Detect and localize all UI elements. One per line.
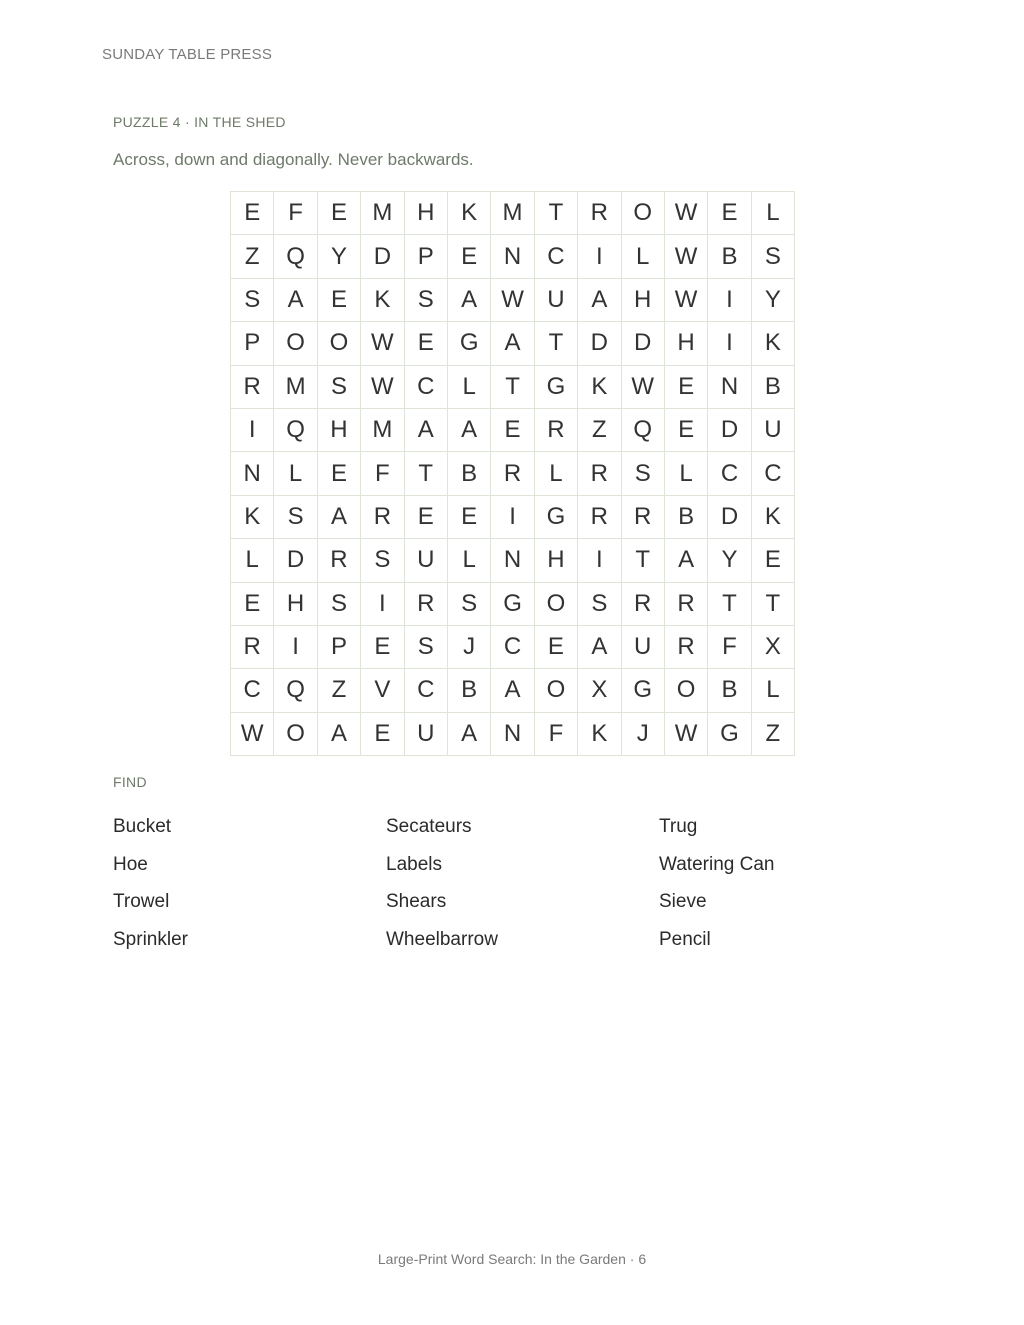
grid-cell[interactable]: Z [578, 409, 621, 452]
grid-cell[interactable]: Y [752, 279, 795, 322]
grid-cell[interactable]: A [405, 409, 448, 452]
grid-cell[interactable]: T [405, 452, 448, 495]
grid-cell[interactable]: A [448, 713, 491, 756]
grid-cell[interactable]: B [665, 496, 708, 539]
grid-row [231, 496, 795, 539]
grid-cell[interactable]: P [231, 322, 274, 365]
grid-cell[interactable]: F [708, 626, 751, 669]
grid-cell[interactable]: L [622, 235, 665, 278]
grid-cell[interactable]: K [578, 713, 621, 756]
grid-cell[interactable]: I [231, 409, 274, 452]
grid-cell[interactable]: G [535, 496, 578, 539]
grid-cell[interactable]: C [708, 452, 751, 495]
grid-cell[interactable]: E [231, 192, 274, 235]
grid-cell[interactable]: H [622, 279, 665, 322]
grid-cell[interactable]: G [491, 583, 534, 626]
word-list-item: Labels [386, 853, 442, 875]
grid-cell[interactable]: L [665, 452, 708, 495]
grid-cell[interactable]: N [491, 539, 534, 582]
word-list-item: Secateurs [386, 816, 472, 837]
word-list-item: Wheelbarrow [386, 929, 498, 951]
grid-cell[interactable]: R [578, 496, 621, 539]
grid-cell[interactable]: W [361, 366, 404, 409]
grid-cell[interactable]: B [708, 669, 751, 712]
grid-cell[interactable]: Q [274, 669, 317, 712]
grid-cell[interactable]: B [448, 452, 491, 495]
grid-cell[interactable]: H [318, 409, 361, 452]
grid-cell[interactable]: D [578, 322, 621, 365]
grid-cell[interactable]: C [491, 626, 534, 669]
grid-cell[interactable]: A [318, 496, 361, 539]
grid-cell[interactable]: D [708, 496, 751, 539]
grid-cell[interactable]: G [622, 669, 665, 712]
grid-cell[interactable]: T [535, 192, 578, 235]
puzzle-instructions: Across, down and diagonally. Never backwards. [113, 150, 474, 169]
grid-cell[interactable]: A [491, 669, 534, 712]
grid-row [231, 713, 795, 756]
grid-cell[interactable]: S [318, 366, 361, 409]
grid-cell[interactable]: R [491, 452, 534, 495]
grid-cell[interactable]: B [708, 235, 751, 278]
grid-row [231, 235, 795, 278]
grid-cell[interactable]: E [448, 235, 491, 278]
grid-cell[interactable]: W [665, 279, 708, 322]
grid-cell[interactable]: T [491, 366, 534, 409]
grid-row [231, 583, 795, 626]
grid-row [231, 279, 795, 322]
word-search-grid [230, 191, 795, 756]
grid-cell[interactable]: Y [318, 235, 361, 278]
grid-cell[interactable]: T [622, 539, 665, 582]
grid-cell[interactable]: E [708, 192, 751, 235]
grid-cell[interactable]: D [361, 235, 404, 278]
grid-cell[interactable]: E [405, 322, 448, 365]
grid-cell[interactable]: B [752, 366, 795, 409]
grid-cell[interactable]: A [665, 539, 708, 582]
grid-cell[interactable]: W [665, 713, 708, 756]
grid-cell[interactable]: E [752, 539, 795, 582]
grid-cell[interactable]: W [622, 366, 665, 409]
grid-cell[interactable]: R [361, 496, 404, 539]
grid-cell[interactable]: Q [622, 409, 665, 452]
grid-cell[interactable]: C [405, 669, 448, 712]
grid-cell[interactable]: L [752, 192, 795, 235]
grid-cell[interactable]: S [622, 452, 665, 495]
grid-cell[interactable]: H [665, 322, 708, 365]
grid-cell[interactable]: T [708, 583, 751, 626]
grid-cell[interactable]: H [405, 192, 448, 235]
grid-cell[interactable]: U [405, 713, 448, 756]
grid-row [231, 452, 795, 495]
grid-cell[interactable]: R [578, 452, 621, 495]
grid-cell[interactable]: Z [231, 235, 274, 278]
grid-row [231, 366, 795, 409]
grid-cell[interactable]: Y [708, 539, 751, 582]
grid-cell[interactable]: N [491, 713, 534, 756]
grid-row [231, 669, 795, 712]
grid-row [231, 626, 795, 669]
grid-cell[interactable]: R [665, 583, 708, 626]
grid-cell[interactable]: S [274, 496, 317, 539]
grid-cell[interactable]: A [578, 626, 621, 669]
grid-cell[interactable]: X [752, 626, 795, 669]
grid-cell[interactable]: S [405, 279, 448, 322]
grid-cell[interactable]: K [578, 366, 621, 409]
word-list-item: Hoe [113, 853, 148, 875]
grid-cell[interactable]: A [274, 279, 317, 322]
page-footer: Large-Print Word Search: In the Garden · 6 [377, 1251, 647, 1267]
grid-cell[interactable]: R [231, 626, 274, 669]
grid-cell[interactable]: E [318, 452, 361, 495]
grid-cell[interactable]: E [361, 626, 404, 669]
grid-cell[interactable]: L [752, 669, 795, 712]
grid-cell[interactable]: K [752, 496, 795, 539]
grid-cell[interactable]: U [622, 626, 665, 669]
word-list-item: Shears [386, 891, 447, 913]
grid-cell[interactable]: O [274, 713, 317, 756]
grid-cell[interactable]: I [274, 626, 317, 669]
grid-cell[interactable]: S [405, 626, 448, 669]
grid-cell[interactable]: J [622, 713, 665, 756]
grid-cell[interactable]: O [665, 669, 708, 712]
find-heading: FIND [113, 774, 147, 790]
puzzle-title: PUZZLE 4 · IN THE SHED [113, 114, 286, 130]
grid-cell[interactable]: O [318, 322, 361, 365]
grid-cell[interactable]: C [535, 235, 578, 278]
grid-cell[interactable]: H [535, 539, 578, 582]
grid-cell[interactable]: S [231, 279, 274, 322]
grid-cell[interactable]: W [665, 192, 708, 235]
grid-cell[interactable]: F [535, 713, 578, 756]
grid-cell[interactable]: S [318, 583, 361, 626]
grid-cell[interactable]: A [448, 409, 491, 452]
grid-cell[interactable]: S [448, 583, 491, 626]
grid-cell[interactable]: D [622, 322, 665, 365]
grid-cell[interactable]: B [448, 669, 491, 712]
grid-cell[interactable]: H [274, 583, 317, 626]
grid-cell[interactable]: R [318, 539, 361, 582]
grid-cell[interactable]: U [752, 409, 795, 452]
grid-cell[interactable]: T [752, 583, 795, 626]
grid-cell[interactable]: I [491, 496, 534, 539]
grid-row [231, 539, 795, 582]
grid-cell[interactable]: C [231, 669, 274, 712]
word-list-item: Trug [659, 816, 698, 837]
grid-cell[interactable]: L [448, 366, 491, 409]
grid-cell[interactable]: G [448, 322, 491, 365]
grid-cell[interactable]: L [231, 539, 274, 582]
word-list [113, 814, 933, 965]
grid-cell[interactable]: Q [274, 409, 317, 452]
word-list-item: Sieve [659, 891, 707, 913]
grid-cell[interactable]: S [752, 235, 795, 278]
word-list-item: Sprinkler [113, 929, 188, 951]
grid-cell[interactable]: S [361, 539, 404, 582]
grid-cell[interactable]: I [361, 583, 404, 626]
grid-cell[interactable]: R [665, 626, 708, 669]
grid-cell[interactable]: K [752, 322, 795, 365]
grid-cell[interactable]: R [622, 496, 665, 539]
grid-cell[interactable]: L [274, 452, 317, 495]
grid-cell[interactable]: E [318, 279, 361, 322]
grid-cell[interactable]: Z [318, 669, 361, 712]
grid-cell[interactable]: D [274, 539, 317, 582]
grid-row [231, 322, 795, 365]
word-list-item: Watering Can [659, 853, 775, 875]
grid-cell[interactable]: Z [752, 713, 795, 756]
grid-cell[interactable]: R [535, 409, 578, 452]
grid-cell[interactable]: E [231, 583, 274, 626]
publisher-name: SUNDAY TABLE PRESS [102, 46, 273, 63]
grid-cell[interactable]: F [361, 452, 404, 495]
grid-cell[interactable]: E [665, 366, 708, 409]
grid-cell[interactable]: W [361, 322, 404, 365]
word-list-item: Trowel [113, 891, 170, 913]
word-list-item: Pencil [659, 929, 711, 951]
grid-cell[interactable]: N [491, 235, 534, 278]
grid-cell[interactable]: E [491, 409, 534, 452]
grid-cell[interactable]: R [578, 192, 621, 235]
grid-cell[interactable]: W [665, 235, 708, 278]
grid-cell[interactable]: E [665, 409, 708, 452]
grid-cell[interactable]: M [361, 192, 404, 235]
grid-cell[interactable]: J [448, 626, 491, 669]
word-list-item: Bucket [113, 816, 172, 837]
grid-cell[interactable]: C [752, 452, 795, 495]
grid-cell[interactable]: K [361, 279, 404, 322]
grid-cell[interactable]: S [578, 583, 621, 626]
grid-cell[interactable]: W [491, 279, 534, 322]
grid-cell[interactable]: L [448, 539, 491, 582]
grid-cell[interactable]: A [578, 279, 621, 322]
grid-cell[interactable]: F [274, 192, 317, 235]
grid-cell[interactable]: M [491, 192, 534, 235]
grid-cell[interactable]: K [231, 496, 274, 539]
grid-cell[interactable]: A [318, 713, 361, 756]
grid-cell[interactable]: N [231, 452, 274, 495]
grid-cell[interactable]: R [231, 366, 274, 409]
grid-cell[interactable]: E [318, 192, 361, 235]
grid-cell[interactable]: U [535, 279, 578, 322]
grid-cell[interactable]: M [361, 409, 404, 452]
grid-cell[interactable]: Q [274, 235, 317, 278]
grid-cell[interactable]: W [231, 713, 274, 756]
grid-cell[interactable]: K [448, 192, 491, 235]
grid-cell[interactable]: V [361, 669, 404, 712]
grid-cell[interactable]: L [535, 452, 578, 495]
grid-cell[interactable]: N [708, 366, 751, 409]
grid-cell[interactable]: I [708, 322, 751, 365]
grid-cell[interactable]: E [361, 713, 404, 756]
grid-cell[interactable]: T [535, 322, 578, 365]
grid-cell[interactable]: I [708, 279, 751, 322]
grid-cell[interactable]: A [448, 279, 491, 322]
grid-cell[interactable]: X [578, 669, 621, 712]
grid-cell[interactable]: I [578, 235, 621, 278]
grid-cell[interactable]: I [578, 539, 621, 582]
grid-cell[interactable]: U [405, 539, 448, 582]
grid-cell[interactable]: R [622, 583, 665, 626]
grid-cell[interactable]: O [535, 669, 578, 712]
grid-cell[interactable]: P [318, 626, 361, 669]
grid-cell[interactable]: E [448, 496, 491, 539]
grid-cell[interactable]: G [535, 366, 578, 409]
grid-cell[interactable]: O [274, 322, 317, 365]
grid-cell[interactable]: O [622, 192, 665, 235]
grid-cell[interactable]: R [405, 583, 448, 626]
grid-cell[interactable]: A [491, 322, 534, 365]
grid-cell[interactable]: M [274, 366, 317, 409]
grid-cell[interactable]: D [708, 409, 751, 452]
grid-cell[interactable]: G [708, 713, 751, 756]
grid-cell[interactable]: E [535, 626, 578, 669]
grid-row [231, 409, 795, 452]
grid-cell[interactable]: P [405, 235, 448, 278]
grid-cell[interactable]: E [405, 496, 448, 539]
grid-cell[interactable]: O [535, 583, 578, 626]
grid-row [231, 192, 795, 235]
grid-cell[interactable]: C [405, 366, 448, 409]
